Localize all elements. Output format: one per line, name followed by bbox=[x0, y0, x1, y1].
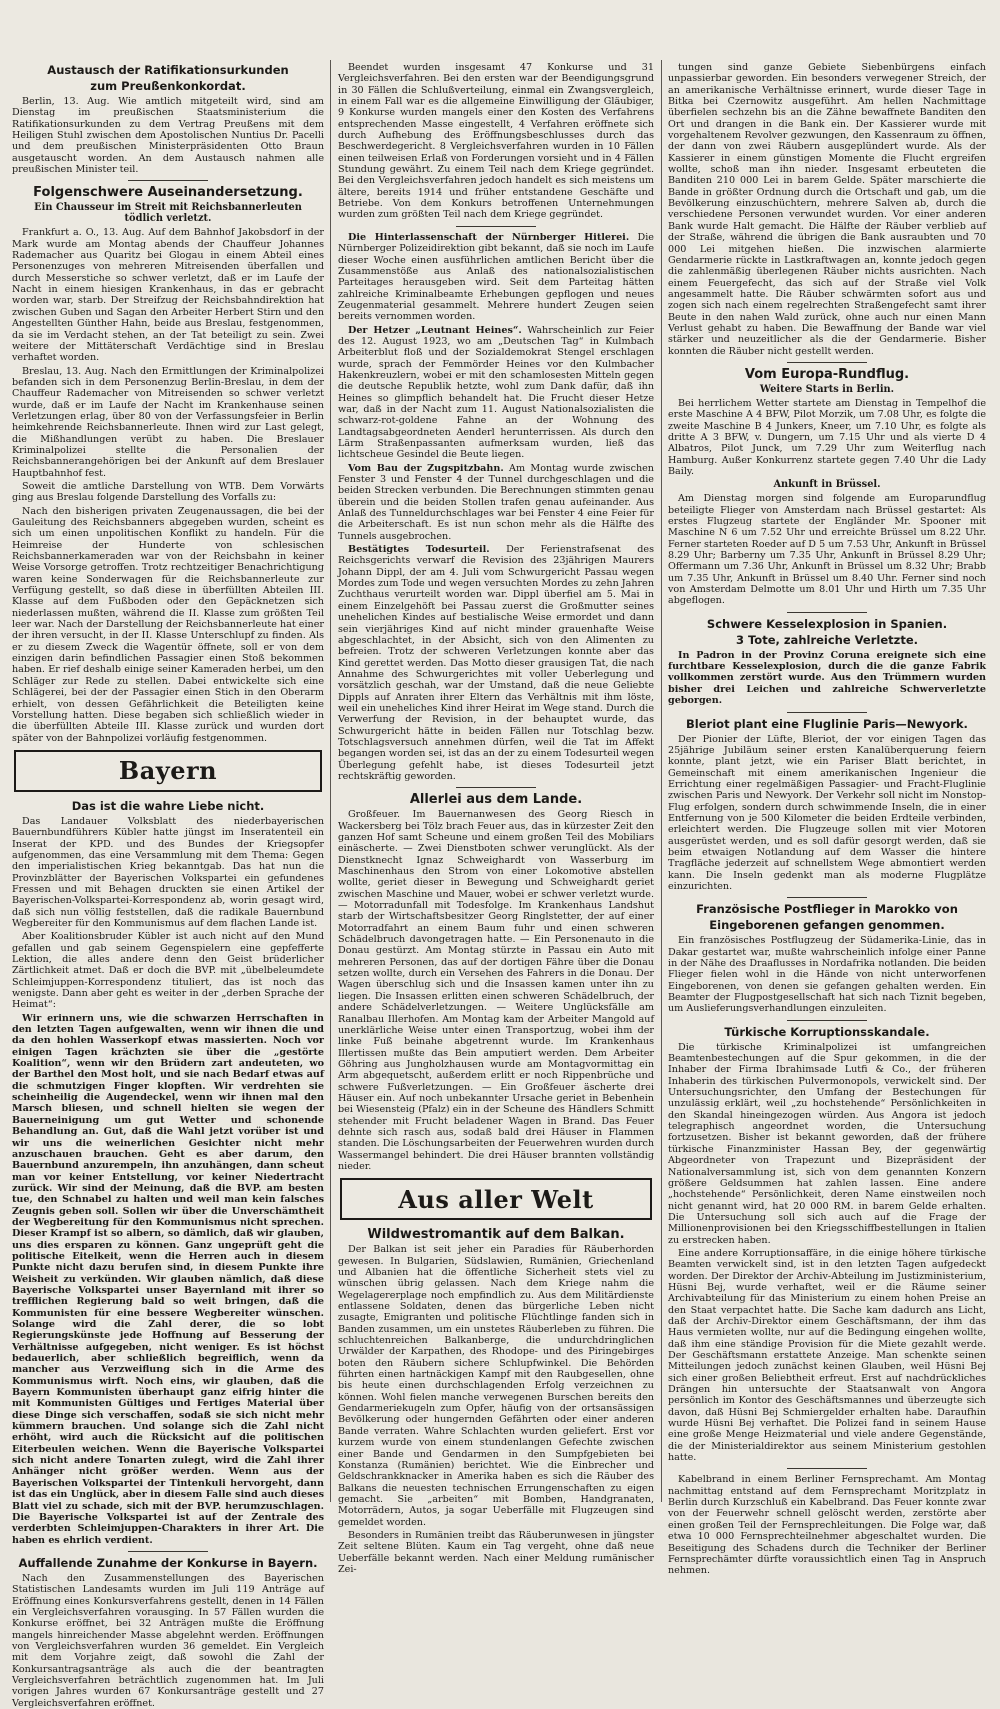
article-text: Nach den bisherigen privaten Zeugenaussagen, die bei der Gauleitung des Reichsbanners abgegeben wurden, scheint es sich um einen unpolitischen Konflikt zu handeln. Für die Heimreise der Hunderte von schlesischen Reichsbannerkameraden war von der Reichsbahn in keiner Weise Vorsorge getroffen. Trotz rechtzeitiger Benachrichtigung waren keine Sonderwagen für die Reichsbannerleute zur Verfügung gestellt, so daß diese in überfüllten Abteilen III. Klasse auf dem Fußboden oder den Gepäcknetzen sich niederlassen mußten, während die II. Klasse zum größten Teil leer war. Nach der Darstellung der Reichsbannerleute hat einer der ihren versucht, in der II. Klasse Unterschlupf zu finden. Als er zu diesem Zweck die Wagentür öffnete, soll er von dem einzigen darin befindlichen Passagier einen Stoß bekommen haben. Er rief deshalb einige seiner Kameraden herbei, um den Schläger zur Rede zu stellen. Dabei entwickelte sich eine Schlägerei, bei der der Passagier einen Stich in den Oberarm erhielt, von dessen Gefährlichkeit die Beteiligten keine Vorstellung hatten. Diese begaben sich schließlich wieder in die überfüllten Abteile III. Klasse zurück und wurden dort später von der Bahnpolizei vorläufig festgenommen. bbox=[12, 505, 324, 744]
headline: Folgenschwere Auseinandersetzung. bbox=[33, 185, 303, 201]
article-text: Frankfurt a. O., 13. Aug. Auf dem Bahnhof Jakobsdorf in der Mark wurde am Montag abends der Chauffeur Johannes Rademacher aus Quaritz bei Glogau in einem Abteil eines Personenzuges von mehreren Mitreisenden überfallen und durch Messerstiche so schwer verletzt, daß er im Laufe der Nacht in einem hiesigen Krankenhaus, in das er gebracht worden war, starb. Der Streifzug der Reichsbahndirektion hat zwischen Guben und Sagan den Arbeiter Herbert Stirn und den Angestellten Günther Hahn, beide aus Breslau, festgenommen, da sie im Verdacht stehen, an der Tat beteiligt zu sein. Zwei weitere der Mittäterschaft Verdächtige sind in Breslau verhaftet worden. bbox=[12, 227, 324, 364]
headline: Das ist die wahre Liebe nicht. bbox=[71, 798, 265, 813]
article-text bbox=[338, 463, 654, 542]
divider bbox=[128, 180, 208, 181]
article-text: In Padron in der Provinz Coruna ereignete sich eine furchtbare Kesselexplosion, durch die die ganze Fabrik vollkommen zerstört wurde. Aus den Trümmern wurden bisher drei Leichen und zahlreiche Schwerverletzte geborgen. bbox=[668, 649, 986, 707]
article-text: Am Dienstag morgen sind folgende am Europarundflug beteiligte Flieger von Amsterdam nach Brüssel gestartet: Als erstes Flugzeug startete der Engländer Mr. Spooner mit Maschine N 6 um 7.52 Uhr und erreichte Brüssel um 8.22 Uhr. Ferner starteten Roeder auf D 5 um 7.53 Uhr, Ankunft in Brüssel 8.29 Uhr; Barberny um 7.35 Uhr, Ankunft in Brüssel 8.29 Uhr; Offermann um 7.36 Uhr, Ankunft in Brüssel um 8.32 Uhr; Brabb um 7.35 Uhr, Ankunft in Brüssel um 8.40 Uhr. Ferner sind noch von Amsterdam Delmotte um 8.01 Uhr und Hirth um 7.35 Uhr abgeflogen. bbox=[668, 493, 986, 607]
headline: Schwere Kesselexplosion in Spanien. bbox=[706, 616, 948, 631]
headline: Austausch der Ratifikationsurkunden bbox=[47, 63, 289, 77]
divider bbox=[787, 712, 867, 713]
headline: Auffallende Zunahme der Konkurse in Bayern. bbox=[18, 1555, 318, 1570]
article-text: Nach den Zusammenstellungen des Bayerischen Statistischen Landesamts wurden im Juli 119 Anträge auf Eröffnung eines Konkursverfahrens gestellt, denen in 14 Fällen ein Vergleichsverfahren vorausging. In 57 Fällen wurden die Konkurse eröffnet, bei 32 Anträgen mußte die Eröffnung mangels hinreichender Masse abgelehnt werden. Eröffnungen von Vergleichsverfahren wurden 36 gemeldet. Ein Vergleich mit dem Vorjahre zeigt, daß sowohl die Zahl der Konkursantragsanträge als auch die der beantragten Vergleichsverfahren beträchtlich zugenommen hat. Im Juli vorigen Jahres wurden 67 Konkursanträge gestellt und 27 Vergleichsverfahren eröffnet. bbox=[12, 1572, 324, 1709]
section-header: Bayern bbox=[14, 750, 322, 792]
article-text: Beendet wurden insgesamt 47 Konkurse und 31 Vergleichsverfahren. Bei den ersten war der Beendigungsgrund in 30 Fällen die Schlußverteilung, einmal ein Zwangsvergleich, in einem Fall war es die allgemeine Einwilligung der Gläubiger, 9 Konkurse wurden mangels einer den Kosten des Verfahrens entsprechenden Masse eingestellt, 4 Verfahren eröffnete sich durch Aufhebung des Eröffnungsbeschlusses durch das Beschwerdegericht. 8 Vergleichsverfahren wurden in 10 Fällen einen teilweisen Erlaß von Forderungen vorsieht und in 4 Fällen Stundung gewährt. Zu einem Teil nach dem Kriege gegründet. Bei den Vergleichsverfahren jedoch handelt es sich meistens um ältere, bereits 1914 und früher entstandene Geschäfte und Betriebe. Von dem Konkurs betroffenen Unternehmungen wurden zum größten Teil nach dem Kriege gegründet. bbox=[338, 62, 654, 221]
article-text: Besonders in Rumänien treibt das Räuberunwesen in jüngster Zeit seltene Blüten. Kaum ein Tag vergeht, ohne daß neue Ueberfälle bekannt werden. Nach einer Meldung rumänischer Zei- bbox=[338, 1529, 654, 1575]
article-text: Breslau, 13. Aug. Nach den Ermittlungen der Kriminalpolizei befanden sich in dem Personenzug Berlin-Breslau, in dem der Chauffeur Rademacher von Mitreisenden so schwer verletzt wurde, daß er im Laufe der Nacht im Krankenhause seinen Verletzungen erlag, über 80 von der Verfassungsfeier in Berlin heimkehrende Reichsbannerleute. Ihnen wird zur Last gelegt, die Mißhandlungen verübt zu haben. Die Breslauer Kriminalpolizei stellte die Personalien der Reichsbannerangehörigen bei der Ankunft auf dem Breslauer Hauptbahnhof fest. bbox=[12, 365, 324, 479]
article-text: Aber Koalitionsbruder Kübler ist auch nicht auf den Mund gefallen und gab seinem Gegenspielern eine gepfefferte Lektion, die alles andere denn den Geist brüderlicher Zärtlichkeit atmet. Daß er doch die BVP. mit „übelbeleumdete Schleimjuppen-Korrespondenz tituliert, das ist noch das wenigste. Dann aber geht es weiter in der „derben Sprache der Heimat“: bbox=[12, 931, 324, 1011]
headline: zum Preußenkonkordat. bbox=[90, 79, 246, 93]
article-text: Bei herrlichem Wetter startete am Dienstag in Tempelhof die erste Maschine A 4 BFW, Pilot Morzik, um 7.08 Uhr, es folgte die zweite Maschine B 4 Junkers, Kneer, um 7.10 Uhr, es folgte als dritte A 3 BFW, v. Dungern, um 7.15 Uhr und als vierte D 4 Albatros, Pilot Junck, um 7.29 Uhr zum Weiterflug nach Hamburg. Außer Konkurrenz startete gegen 7.40 Uhr die Lady Baily. bbox=[668, 397, 986, 477]
article-lead: Die Hinterlassenschaft der Nürnberger Hitlerei. bbox=[348, 231, 630, 243]
headline: Französische Postflieger in Marokko von bbox=[696, 902, 958, 917]
headline: Türkische Korruptionsskandale. bbox=[724, 1024, 930, 1039]
headline: Allerlei aus dem Lande. bbox=[409, 792, 583, 808]
article-lead: Vom Bau der Zugspitzbahn. bbox=[348, 462, 504, 474]
divider bbox=[456, 226, 536, 227]
article-text: Die türkische Kriminalpolizei ist umfangreichen Beamtenbestechungen auf die Spur gekommen, in die der Inhaber der Firma Ibrahimsade Lutfi & Co., der früheren Inhaberin des türkischen Pulvermonopols, verwickelt sind. Der Untersuchungsrichter, den Umfang der Bestechungen für unzulässig erklärt, weil „zu hochstehende“ Persönlichkeiten in den Skandal hineingezogen würden. Aus Angora ist jedoch telegraphisch angeordnet worden, die Untersuchung fortzusetzen. Bisher ist bekannt geworden, daß der frühere türkische Finanzminister Hassan Bey, der gegenwärtig Abgeordneter von Trapezunt und Bizepräsident der Nationalversammlung ist, sich von dem genannten Konzern größere Geldsummen hat zahlen lassen. Eine andere „hochstehende“ Persönlichkeit, deren Name einstweilen noch nicht genannt wird, hat 20 000 RM. in barem Gelde erhalten. Die Untersuchung soll sich auch auf die Frage der Millionenprovisionen bei den Kriegsschiffbestellungen in Italien zu erstrecken haben. bbox=[668, 1041, 986, 1246]
article-text: Der Pionier der Lüfte, Bleriot, der vor einigen Tagen das 25jährige Jubiläum seiner ersten Kanalüberquerung feiern konnte, plant jetzt, wie ein Pariser Blatt berichtet, in Gemeinschaft mit einem amerikanischen Ingenieur die Errichtung einer regelmäßigen Passagier- und Fracht-Fluglinie zwischen Paris und Newyork. Der Verkehr soll nicht im Nonstop-Flug erfolgen, sondern durch schwimmende Inseln, die in einer Entfernung von je 500 Kilometer die beiden Erdteile verbinden, erleichtert werden. Die Flugzeuge sollen mit vier Motoren ausgerüstet werden, und es soll dafür gesorgt werden, daß sie beim etwaigen Notlandung auf dem Wasser die hintere Tragfläche jederzeit auf schnellstem Wege abmontiert werden kann. Die Inseln gedenkt man als moderne Flugplätze einzurichten. bbox=[668, 733, 986, 892]
divider bbox=[456, 787, 536, 788]
article-body: Am Montag wurde zwischen Fenster 3 und Fenster 4 der Tunnel durchgeschlagen und die beiden Strecken verbunden. Die Berechnungen stimmten genau überein und die beiden Stollen trafen genau aufeinander. Aus Anlaß des Tunneldurchschlages war bei Fenster 4 eine Feier für die Arbeiterschaft. Es ist nun schon mehr als die Hälfte des Tunnels ausgebrochen. bbox=[338, 462, 654, 542]
article-text bbox=[338, 325, 654, 461]
article-text: Berlin, 13. Aug. Wie amtlich mitgeteilt wird, sind am Dienstag im preußischen Staatsministerium die Ratifikationsurkunden zu dem Vertrag Preußens mit dem Heiligen Stuhl zwischen dem Apostolischen Nuntius Dr. Pacelli und dem preußischen Ministerpräsidenten Otto Braun ausgetauscht worden. An dem Austausch nahmen alle preußischen Minister teil. bbox=[12, 96, 324, 176]
article-text: Kabelbrand in einem Berliner Fernsprechamt. Am Montag nachmittag entstand auf dem Fernsprechamt Moritzplatz in Berlin durch Kurzschluß ein Kabelbrand. Das Feuer konnte zwar von der Feuerwehr schnell gelöscht werden, zerstörte aber einen großen Teil der Fernsprechleitungen. Die Folge war, daß etwa 10 000 Fernsprechteilnehmer abgeschaltet wurden. Die Beseitigung des Schadens durch die Techniker der Berliner Fernsprechämter dürfte voraussichtlich einen Tag in Anspruch nehmen. bbox=[668, 1474, 986, 1577]
headline: Vom Europa-Rundflug. bbox=[744, 366, 910, 382]
divider bbox=[787, 897, 867, 898]
article-text: Großfeuer. Im Bauernanwesen des Georg Riesch in Wackersberg bei Tölz brach Feuer aus, das in kürzester Zeit den ganzen Hof samt Scheune und einem großen Teil des Mobiliars einäscherte. — Zwei Dienstboten schwer verunglückt. Als der Dienstknecht Ignaz Schweighardt von Wasserburg im Maschinenhaus den Strom von einer Lokomotive abstellen wollte, geriet dieser in Bewegung und Schweighardt geriet zwischen Maschine und Mauer, wobei er schwer verletzt wurde. — Motorradunfall mit Todesfolge. Im Krankenhaus Landshut starb der Wirtschaftsbesitzer Georg Ringlstetter, der auf einer Motorradfahrt an einem Baum fuhr und einen schweren Schädelbruch davongetragen hatte. — Ein Personenauto in die Donau gestürzt. Am Montag stürzte in Passau ein Auto mit mehreren Personen, das auf der dortigen Fähre über die Donau setzen wollte, durch ein Versehen des Fahrers in die Donau. Der Wagen überschlug sich und die Insassen kamen unter ihn zu liegen. Die Insassen erlitten einen schweren Schädelbruch, der andere Schädelverletzungen. — Weitere Unglücksfälle am Ranalbau Illerhofen. Am Montag kam der Arbeiter Mangold auf unerklärliche Weise unter einen Transportzug, wobei ihm der linke Fuß beinahe abgetrennt wurde. Im Krankenhaus Illertissen mußte das Bein amputiert werden. Dem Arbeiter Göhring aus Jungholzhausen wurde am Montagvormittag ein Arm abgequetscht, außerdem erlitt er noch Rippenbrüche und schwere Fußverletzungen. — Ein Großfeuer äscherte drei Häuser ein. Auf noch unbekannter Ursache geriet in Bebenhein bei Wiesensteig (Pfalz) ein in der Scheune des Händlers Schmitt stehender mit Frucht beladener Wagen in Brand. Das Feuer dehnte sich rasch aus, sodaß bald drei Häuser in Flammen standen. Die Löschungsarbeiten der Feuerwehren wurden durch Wassermangel behindert. Die drei Häuser brannten vollständig nieder. bbox=[338, 809, 655, 1172]
article-lead: Der Hetzer „Leutnant Heines“. bbox=[348, 324, 522, 336]
article-text: Eine andere Korruptionsaffäre, in die einige höhere türkische Beamten verwickelt sind, ist in den letzten Tagen aufgedeckt worden. Der Direktor der Archiv-Abteilung im Justizministerium, Hüsni Bej, wurde verhaftet, weil er die Räume seiner Archivabteilung für das Ministerium zu einem hohen Preise an den Staat verpachtet hatte. Die Sache kam dadurch ans Licht, daß der Archiv-Direktor einem Geschäftsmann, der ihm das Haus vermieten wollte, nur auf die Bedingung eingehen wollte, daß ihm eine ständige Provision für die Miete gezahlt werde. Der Geschäftsmann erstattete Anzeige. Man schenkte seinen Mitteilungen jedoch zunächst keinen Glauben, weil Hüsni Bej sich einer großen Beliebtheit erfreut. Erst auf nachdrückliches Drängen hin untersuchte der Staatsanwalt von Angora persönlich im Kontor des Geschäftsmannes und überzeugte sich davon, daß Hüsni Bej Schmiergelder erhalten habe. Daraufhin wurde Hüsni Bej verhaftet. Die Polizei fand in seinem Hause eine große Menge Heizmaterial und viele andere Gegenstände, die der Ministerialdirektor aus seinem Ministerium gestohlen hatte. bbox=[668, 1247, 986, 1464]
article-text: Wir erinnern uns, wie die schwarzen Herrschaften in den letzten Tagen aufgewalten, wenn wir ihnen die und da den hohlen Wasserkopf etwas massierten. Noch vor einigen Tagen krächzten sie über die „gestörte Koalition“, wenn wir den Brüdern zart andeuteten, wo der Barthel den Most holt, und sie nach Bedarf etwas auf die schmutzigen Finger klopften. Wir verdrehten sie scheinheilig die Augendeckel, wenn wir ihnen mal den Marsch bliesen, und schnell hielten sie wegen der Bauerneinigung um gut Wetter und schonende Behandlung an. Gut, daß die Wahl jetzt vorüber ist und wir uns die weinerlichen Gesichter nicht mehr anzuschauen brauchen. Geht es aber darum, den Bauernbund anzurempeln, ihn anzuhängen, dann scheut man vor keiner Entstellung, vor keiner Niedertracht zurück. Wir sind der Meinung, daß die BVP. am besten tue, den Schnabel zu halten und weil man kein falsches Zeugnis geben soll. Sollen wir über die Unverschämtheit der Wegbereitung für den Kommunismus nicht sprechen. Dieser Krampf ist so albern, so dämlich, daß wir glauben, uns dies ersparen zu können. Ganz ungeprüft geht die politische Eitelkeit, wenn die Herren auch in diesem Punkte nicht dazu berufen sind, in diesem Punkte ihre Weisheit zu verkünden. Wir glauben nämlich, daß diese Bayerische Volkspartei unser Bayernland mit ihrer so trefflichen Regierung bald so weit bringen, daß die Kommunisten für eine bessere Wegbereiter wünschen. Solange wird die Zahl derer, die so lobt Regierungskünste jede Hoffnung auf Besserung der Verhältnisse aufgegeben, nicht weniger. Es ist höchst bedauerlich, aber schließlich begreiflich, wenn da mancher aus Verzweiflung sich in die Arme des Kommunismus wirft. Noch eins, wir glauben, daß die Bayern Kommunisten überhaupt ganz eifrig hinter die mit Kommunisten Gültiges und Fertiges Material über diese Dinge sich verschaffen, sodaß sie sich nicht mehr kümmern brauchen. Und solange sich die Zahl nicht erhöht, wird auch die Rücksicht auf die politischen Eiterbeulen weichen. Wenn die Bayerische Volkspartei sich nicht andere Tonarten zulegt, wird die Zahl ihrer Anhänger nicht größer werden. Wenn aus der Bayerischen Volkspartei der Tintenkuli hervorgeht, dann ist das ein Unglück, aber in diesem Falle sind auch dieses Blatt viel zu schade, sich mit der BVP. herumzuschlagen. Die Bayerische Volkspartei ist auf der Zentrale des verderbten Schleimjuppen-Charakters in ihrer Art. Die haben es ehrlich verdient. bbox=[12, 1012, 324, 1546]
article-body: Die Nürnberger Polizeidirektion gibt bekannt, daß sie noch im Laufe dieser Woche einen ausführlichen amtlichen Bericht über die Zusammenstöße aus Anlaß des nationalsozialistischen Parteitages herausgeben wird. Seit dem Parteitag hätten zahlreiche Kriminalbeamte Erhebungen gepflogen und neues Zeugenmaterial gesammelt. Mehrere hundert Zeugen seien bereits vernommen worden. bbox=[338, 231, 654, 323]
article-lead: Bestätigtes Todesurteil. bbox=[348, 544, 490, 556]
column-3 bbox=[668, 62, 986, 1577]
column-rule bbox=[661, 60, 662, 1502]
divider bbox=[787, 1468, 867, 1469]
section-header: Aus aller Welt bbox=[340, 1178, 652, 1220]
article-text: Der Balkan ist seit jeher ein Paradies für Räuberhorden gewesen. In Bulgarien, Südslawien, Rumänien, Griechenland und Albanien hat die öffentliche Sicherheit stets viel zu wünschen übrig gelassen. Nach dem Kriege nahm die Wegelagererplage noch empfindlich zu. Aus dem Militärdienste entlassene Soldaten, denen das bürgerliche Leben nicht zusagte, Emigranten und politische Flüchtlinge fanden sich in Banden zusammen, um ein unstetes Räuberleben zu führen. Die schluchtenreichen Balkanberge, die undurchdringlichen Urwälder der Karpathen, des Rhodope- und des Piringebirges boten den Räubern sichere Schlupfwinkel. Die Behörden führten einen hartnäckigen Kampf mit den Raubgesellen, ohne bis heute einen durchschlagenden Erfolg verzeichnen zu können. Wohl fielen manche verwegenen Burschen bereits den Gendarmeriekugeln zum Opfer, häufig von der ortsansässigen Bevölkerung oder hungernden Gefährten oder einer anderen Bande verraten. Wahre Schlachten wurden geliefert. Erst vor kurzem wurde von einem stundenlangen Gefechte zwischen einer Bande und Gendarmen in den Sumpfgebieten bei Konstanza (Rumänien) berichtet. Wie die Einbrecher und Geldschrankknacker in Amerika haben es sich die Räuber des Balkans die neuesten technischen Errungenschaften zu eigen gemacht. Sie „arbeiten“ mit Bomben, Handgranaten, Motorrädern, Autos, ja sogar Ueberfälle mit Flugzeugen sind gemeldet worden. bbox=[338, 1244, 654, 1528]
subheadline: Ankunft in Brüssel. bbox=[773, 479, 881, 491]
divider bbox=[128, 1551, 208, 1552]
article-text bbox=[338, 232, 654, 323]
article-body: Wahrscheinlich zur Feier des 12. August 1923, wo am „Deutschen Tag“ in Kulmbach Arbeiterblut floß und der Sozialdemokrat Stengel erschlagen wurde, sprach der Femmörder Heines vor den Kulmbacher Hakenkreuzlern, wobei er mit den schamlosesten Mitteln gegen die deutsche Republik hetzte, wohl zum Dank dafür, daß ihn Heines so glimpflich behandelt hat. Die Frucht dieser Hetze war, daß in der Nacht zum 11. August Nationalsozialisten die schwarz-rot-goldene Fahne an der Wohnung des Landtagsabgeordneten Aenderl herunterrissen. Als durch den Lärm Straßenpassanten aufmerksam wurden, ließ das lichtscheue Gesindel die Beute liegen. bbox=[338, 324, 654, 461]
article-body: Der Ferienstrafsenat des Reichsgerichts verwarf die Revision des 23jährigen Maurers Johann Dippl, der am 4. Juli vom Schwurgericht Passau wegen Mordes zum Tode und wegen versuchten Mordes zu zehn Jahren Zuchthaus verurteilt worden war. Dippl überfiel am 5. Mai in einem Einzelgehöft bei Passau zuerst die Großmutter seines unehelichen Kindes auf bestialische Weise ermordet und dann sein vierjähriges Kind auf nicht minder grauenhafte Weise abgeschlachtet, in der Absicht, sich von den Alimenten zu befreien. Trotz der schweren Verletzungen konnte aber das Kind gerettet werden. Das Motto dieser grausigen Tat, die nach Annahme des Schwurgerichtes mit voller Ueberlegung und vorsätzlich geschah, war der Umstand, daß die neue Geliebte Dippls auf Anraten ihrer Eltern das Verhältnis mit ihm löste, weil ein uneheliches Kind ihrer Heirat im Wege stand. Durch die Verwerfung der Revision, in der behauptet wurde, das Schwurgericht hätte in beiden Fällen nur Totschlag bezw. Totschlagsversuch annehmen dürfen, weil die Tat im Affekt begangen worden sei, ist das an der zu einem Todesurteil wegen Überlegung gefehlt habe, ist dieses Todesurteil jetzt rechtskräftig geworden. bbox=[338, 544, 655, 782]
column-2 bbox=[338, 62, 655, 1575]
article-text: Soweit die amtliche Darstellung von WTB. Dem Vorwärts ging aus Breslau folgende Darstellung des Vorfalls zu: bbox=[12, 480, 324, 504]
article-text: Das Landauer Volksblatt des niederbayerischen Bauernbundführers Kübler hatte jüngst im Inseratenteil ein Inserat der KPD. und des Bundes der Kriegsopfer aufgenommen, das eine Versammlung mit dem Thema: Gegen den imperialistischen Krieg bekanntgab. Das hat nun die Provinzblätter der Bayerischen Volkspartei ein gefundenes Fressen und mit Behagen druckten sie einen Artikel der Bayerischen-Volkspartei-Korrespondenz ab, worin gesagt wird, daß sich nun völlig feststellen, daß die radikale Bauernbund Wegbereiter für den Kommunismus auf dem flachen Lande ist. bbox=[12, 815, 324, 929]
divider bbox=[787, 612, 867, 613]
article-text bbox=[338, 544, 654, 782]
subheadline: Weitere Starts in Berlin. bbox=[759, 383, 895, 395]
column-1 bbox=[12, 62, 324, 1709]
headline: Bleriot plant eine Fluglinie Paris—Newyork. bbox=[686, 716, 968, 731]
article-text: tungen sind ganze Gebiete Siebenbürgens einfach unpassierbar geworden. Ein besonders verwegener Streich, der an amerikanische Verhältnisse erinnert, wurde dieser Tage in Bitka bei Czernowitz ausgeführt. Am hellen Nachmittage überfielen sechzehn bis an die Zähne bewaffnete Banditen den Ort und drangen in die Bank ein. Der Kassierer wurde mit vorgehaltenem Revolver gezwungen, den Kassenraum zu öffnen, der dann von zwei Räubern ausgeplündert wurde. Als der Kassierer in einem günstigen Momente die Flucht ergreifen wollte, schoß man ihn nieder. Insgesamt erbeuteten die Banditen 210 000 Lei in barem Gelde. Später marschierte die Bande in größter Ordnung durch die Ortschaft und gab, um die Bevölkerung einzuschüchtern, mehrere Salven ab, durch die verschiedene Personen verwundet wurden. Vor einer anderen Bank wurde Halt gemacht. Die Hälfte der Räuber verblieb auf der Straße, während die übrigen die Bank ausraubten und 70 000 Lei mitgehen hießen. Die inzwischen alarmierte Gendarmerie rückte in Lastkraftwagen an, konnte jedoch gegen die zahlenmäßig überlegenen Räuber nichts ausrichten. Nach einem Feuergefecht, das sich auf der Straße viel Volk angesammelt hatte. Die Räuber schwärmten sofort aus und zogen sich nach einem regelrechten Straßengefecht samt ihrer Beute in den nahen Wald zurück, ohne auch nur einen Mann Verlust gehabt zu haben. Die Bewaffnung der Bande war viel stärker und neuzeitlicher als die der Gendarmerie. Bisher konnten die Räuber nicht gestellt werden. bbox=[668, 62, 986, 357]
article-text: Ein französisches Postflugzeug der Südamerika-Linie, das in Dakar gestartet war, mußte wahrscheinlich infolge einer Panne in der Nähe des Draaflusses in Nordafrika notlanden. Die beiden Flieger fielen wohl in die Hände von nicht unterworfenen Eingeborenen, von denen sie gefangen gehalten werden. Ein Beamter der Flugpostgesellschaft hat sich nach Tiznit begeben, um Auslieferungsverhandlungen einzuleiten. bbox=[668, 935, 986, 1015]
column-rule bbox=[330, 60, 331, 1502]
headline: Eingeborenen gefangen genommen. bbox=[709, 918, 945, 933]
divider bbox=[787, 362, 867, 363]
headline: Wildwestromantik auf dem Balkan. bbox=[367, 1227, 625, 1243]
divider bbox=[787, 1020, 867, 1021]
headline: 3 Tote, zahlreiche Verletzte. bbox=[735, 632, 919, 647]
subheadline: Ein Chausseur im Streit mit Reichsbannerleuten tödlich verletzt. bbox=[34, 202, 302, 225]
